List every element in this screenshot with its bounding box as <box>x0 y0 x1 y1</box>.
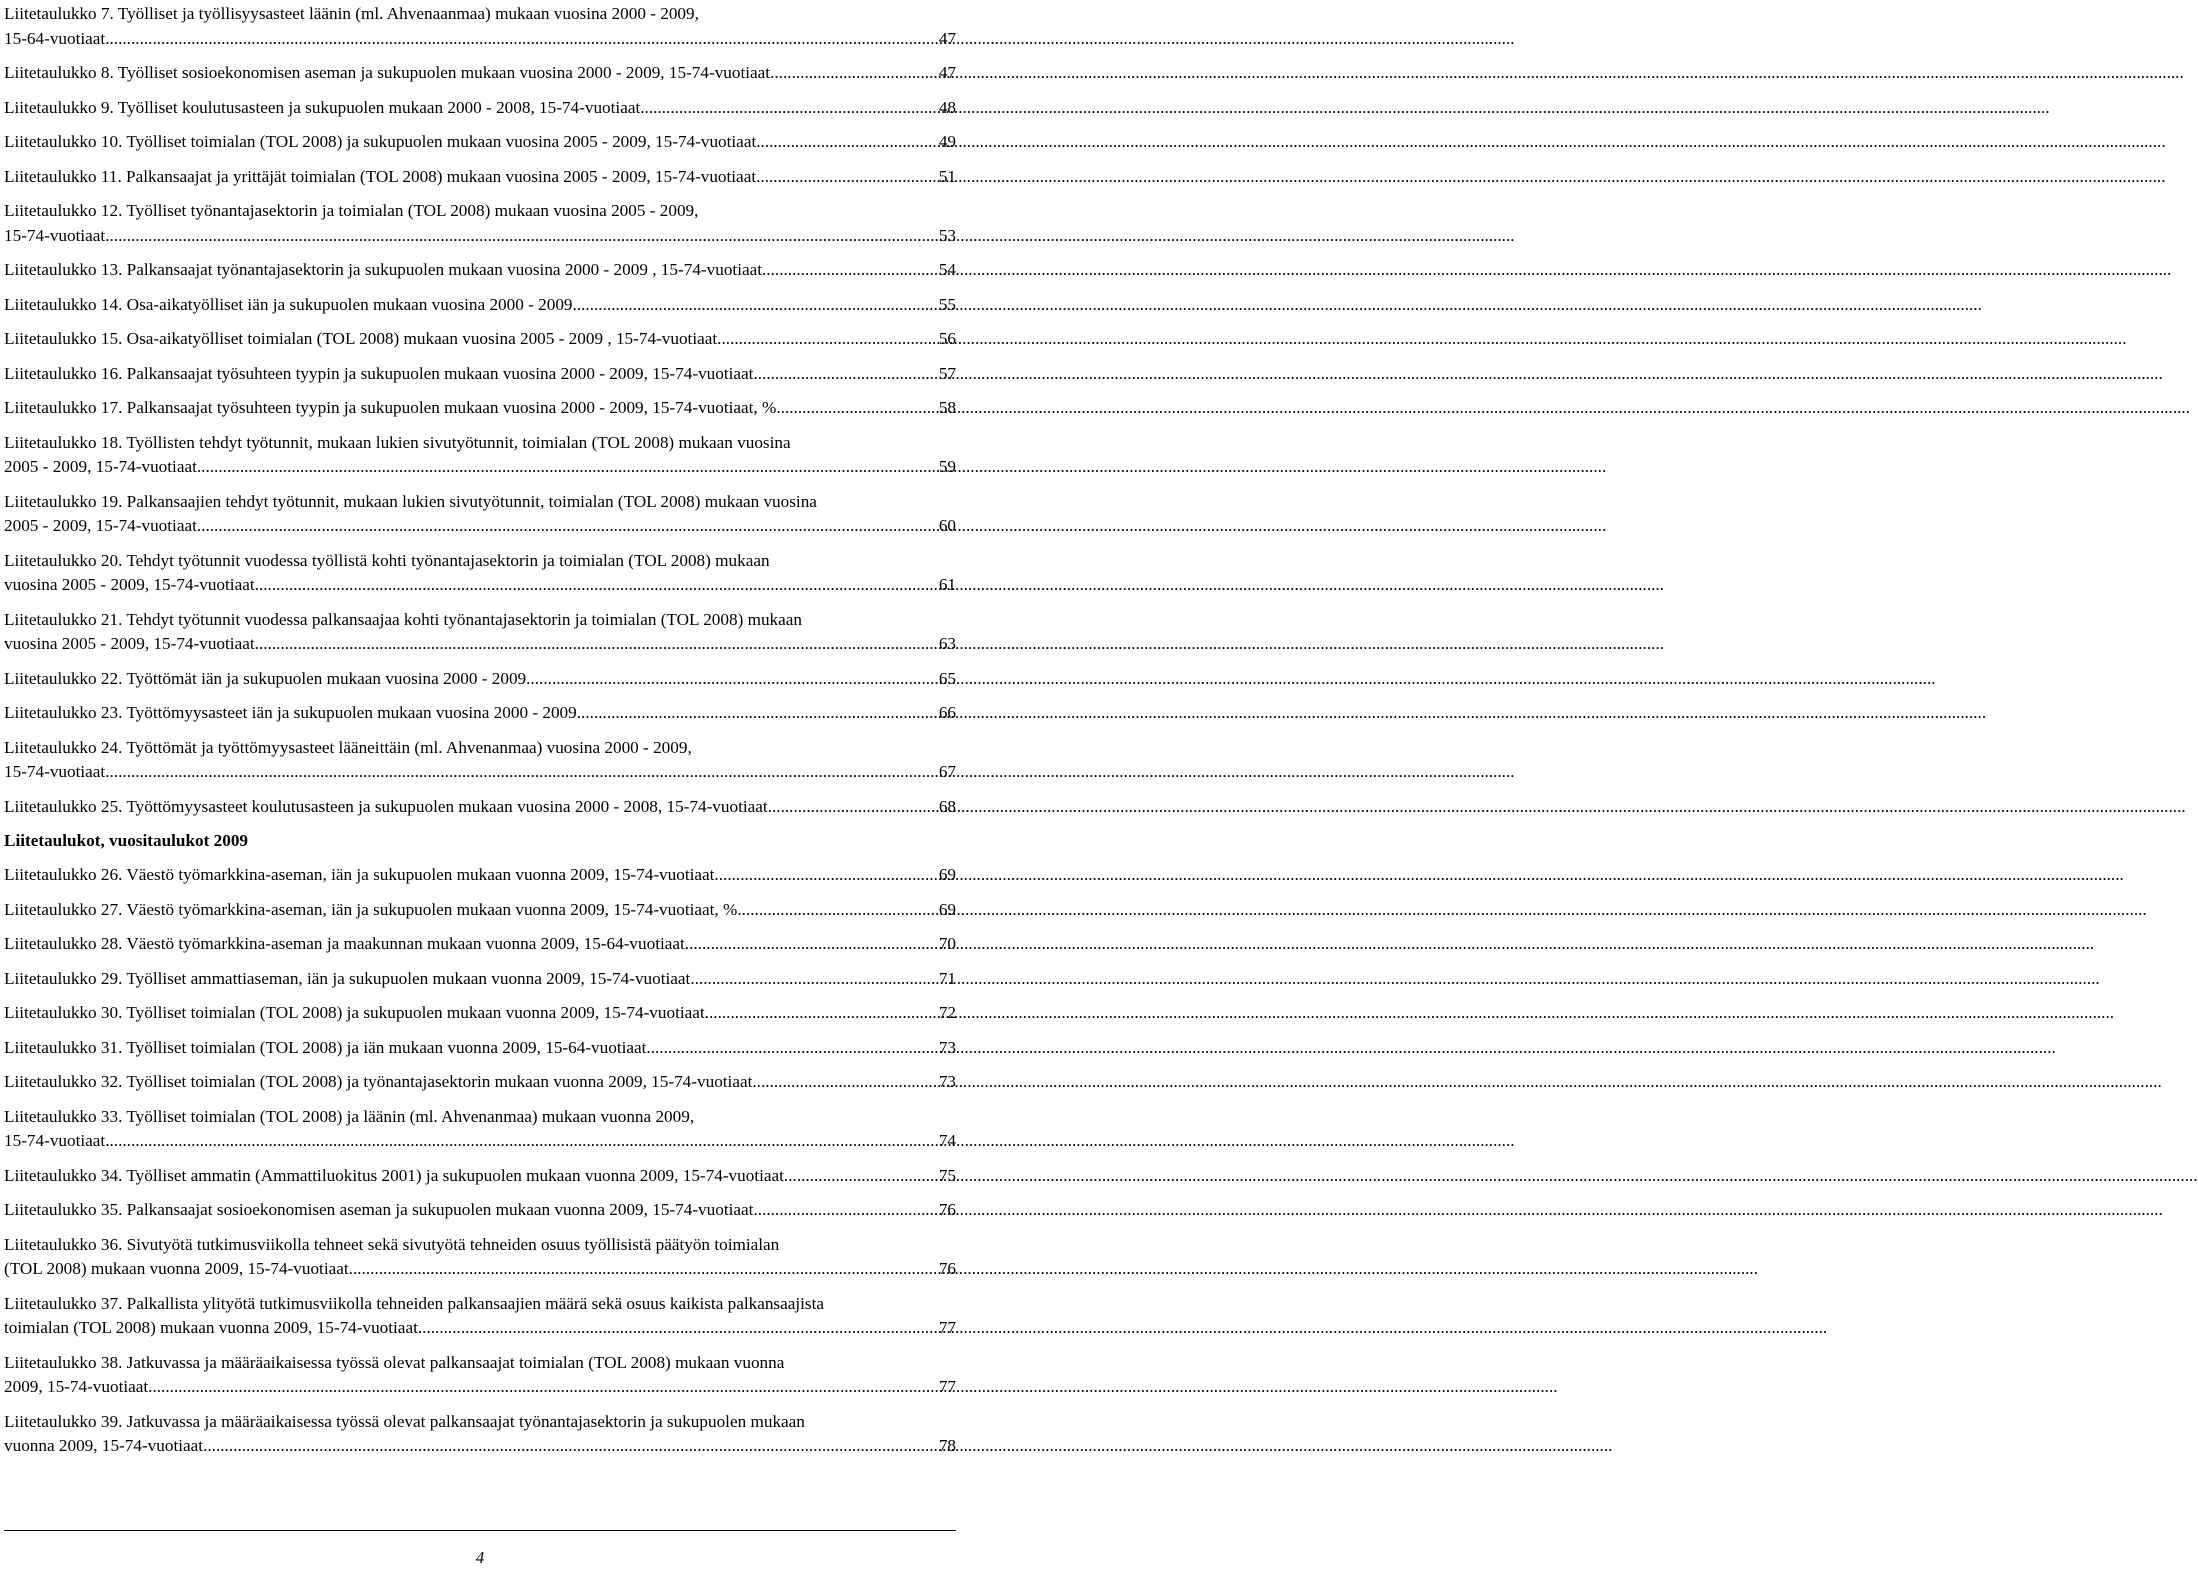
toc-entry-title: Liitetaulukko 11. Palkansaajat ja yrittäjät toimialan (TOL 2008) mukaan vuosina 2005 - 2009, 15-74-vuotiaat <box>4 166 757 186</box>
toc-entry-row <box>4 61 956 86</box>
dot-leader <box>756 130 939 155</box>
toc-page-number: 73 <box>938 1037 956 1057</box>
toc-entry[interactable] <box>4 165 956 190</box>
toc-entry-title: Liitetaulukko 12. Työlliset työnantajasektorin ja toimialan (TOL 2008) mukaan vuosina 2005 - 2009, <box>4 201 699 220</box>
toc-entry-row <box>4 898 956 923</box>
toc-entry-title: vuosina 2005 - 2009, 15-74-vuotiaat <box>4 575 255 594</box>
toc-page-number: 66 <box>938 703 956 722</box>
toc-entry[interactable] <box>4 1351 956 1400</box>
toc-page-number: 47 <box>938 28 956 48</box>
page-number: 4 <box>475 1548 485 1567</box>
toc-entry[interactable] <box>4 736 956 785</box>
toc-entry-row <box>4 760 956 785</box>
toc-entry[interactable] <box>4 1410 956 1459</box>
toc-entry-title: Liitetaulukko 27. Väestö työmarkkina-aseman, iän ja sukupuolen mukaan vuonna 2009, 15-74-vuotiaat, % <box>4 899 738 919</box>
toc-group-annual-tables <box>4 863 956 1459</box>
toc-page-number: 69 <box>938 865 956 884</box>
toc-entry-row <box>4 258 956 283</box>
dot-leader <box>105 224 939 249</box>
toc-page-number: 69 <box>938 899 956 919</box>
toc-page-number: 53 <box>938 225 956 245</box>
toc-page-number: 59 <box>938 457 956 476</box>
toc-entry-row <box>4 1070 956 1095</box>
toc-entry[interactable] <box>4 61 956 86</box>
toc-entry-title: toimialan (TOL 2008) mukaan vuonna 2009, 15-74-vuotiaat <box>4 1318 418 1337</box>
toc-group-yearly-series <box>4 2 956 819</box>
toc-entry-title: Liitetaulukko 15. Osa-aikatyölliset toimialan (TOL 2008) mukaan vuosina 2005 - 2009 , 15-74-vuotiaat <box>4 329 718 348</box>
dot-leader <box>640 96 939 121</box>
dot-leader <box>752 1070 938 1095</box>
toc-entry-title: Liitetaulukko 13. Palkansaajat työnantajasektorin ja sukupuolen mukaan vuosina 2000 - 2009 , 15-74-vuotiaat <box>4 260 762 279</box>
footer-divider <box>4 1530 956 1531</box>
toc-page-number: 77 <box>938 1377 956 1396</box>
toc-entry-title: Liitetaulukko 36. Sivutyötä tutkimusviikolla tehneet sekä sivutyötä tehneiden osuus työllisistä päätyön toimialan <box>4 1234 780 1254</box>
toc-page-number: 49 <box>938 132 956 151</box>
toc-entry[interactable] <box>4 396 956 421</box>
toc-entry-row <box>4 1164 956 1189</box>
toc-page-number: 51 <box>938 166 956 186</box>
toc-entry-row <box>4 1257 956 1282</box>
dot-leader <box>197 514 939 539</box>
toc-entry-row <box>4 224 956 249</box>
dot-leader <box>685 932 939 957</box>
toc-entry[interactable] <box>4 431 956 480</box>
toc-entry-title: Liitetaulukko 20. Tehdyt työtunnit vuodessa työllistä kohti työnantajasektorin ja toimialan (TOL 2008) mukaan <box>4 550 770 570</box>
dot-leader <box>526 667 939 692</box>
toc-entry[interactable] <box>4 701 956 726</box>
toc-entry[interactable] <box>4 1070 956 1095</box>
toc-page-number: 76 <box>938 1200 956 1219</box>
toc-entry-title: Liitetaulukko 19. Palkansaajien tehdyt työtunnit, mukaan lukien sivutyötunnit, toimialan (TOL 2008) mukaan vuosina <box>4 491 817 511</box>
dot-leader <box>646 1036 938 1061</box>
toc-entry-title: Liitetaulukko 34. Työlliset ammatin (Ammattiluokitus 2001) ja sukupuolen mukaan vuonna 2009, 15-74-vuotiaat. <box>4 1165 789 1185</box>
dot-leader <box>781 396 939 421</box>
toc-page-number: 72 <box>938 1003 956 1022</box>
toc-entry-title: vuonna 2009, 15-74-vuotiaat <box>4 1436 204 1455</box>
dot-leader <box>753 362 938 387</box>
toc-entry[interactable] <box>4 327 956 352</box>
toc-entry-title: 15-74-vuotiaat <box>4 225 106 245</box>
toc-entry-row <box>4 1001 956 1026</box>
toc-entry[interactable] <box>4 1105 956 1154</box>
dot-leader <box>774 61 938 86</box>
toc-entry[interactable] <box>4 293 956 318</box>
toc-entry-title: Liitetaulukko 9. Työlliset koulutusasteen ja sukupuolen mukaan 2000 - 2008, 15-74-vuotiaat <box>4 97 641 117</box>
toc-entry[interactable] <box>4 258 956 283</box>
toc-page-number: 77 <box>938 1318 956 1337</box>
dot-leader <box>776 795 939 820</box>
toc-entry[interactable] <box>4 863 956 888</box>
toc-entry-title: Liitetaulukko 30. Työlliset toimialan (TOL 2008) ja sukupuolen mukaan vuonna 2009, 15-74-vuotiaat <box>4 1003 705 1022</box>
toc-page-number: 55 <box>938 294 956 314</box>
toc-entry-row <box>4 514 956 539</box>
toc-entry-title: Liitetaulukko 25. Työttömyysasteet koulutusasteen ja sukupuolen mukaan vuosina 2000 - 2008, 15-74-vuotiaat.. <box>4 796 777 816</box>
toc-entry-row <box>4 632 956 657</box>
toc-page-number: 48 <box>938 97 956 117</box>
toc-entry-row <box>4 165 956 190</box>
toc-entry[interactable] <box>4 1001 956 1026</box>
toc-entry[interactable] <box>4 1036 956 1061</box>
toc-entry[interactable] <box>4 1292 956 1341</box>
toc-entry-title: 15-64-vuotiaat <box>4 28 106 48</box>
toc-page-number: 75 <box>938 1165 956 1185</box>
toc-entry-row <box>4 293 956 318</box>
dot-leader <box>255 632 939 657</box>
toc-entry[interactable] <box>4 667 956 692</box>
toc-entry-row <box>4 932 956 957</box>
toc-entry-row <box>4 701 956 726</box>
toc-entry[interactable] <box>4 1164 956 1189</box>
toc-page-number: 65 <box>938 668 956 688</box>
toc-entry-title: Liitetaulukko 17. Palkansaajat työsuhteen tyypin ja sukupuolen mukaan vuosina 2000 - 2009, 15-74-vuotiaat, %. <box>4 398 781 417</box>
dot-leader <box>418 1316 939 1341</box>
toc-entry-row <box>4 863 956 888</box>
toc-entry-row <box>4 27 956 52</box>
dot-leader <box>105 1129 939 1154</box>
toc-entry-title: 2005 - 2009, 15-74-vuotiaat <box>4 457 197 476</box>
dot-leader <box>148 1375 939 1400</box>
toc-entry-title: Liitetaulukko 32. Työlliset toimialan (TOL 2008) ja työnantajasektorin mukaan vuonna 2009, 15-74-vuotiaat <box>4 1072 753 1091</box>
dot-leader <box>788 1164 939 1189</box>
toc-entry[interactable] <box>4 608 956 657</box>
toc-entry-row <box>4 1198 956 1223</box>
toc-page-number: 68 <box>938 796 956 816</box>
dot-leader <box>756 165 939 190</box>
toc-entry-title: Liitetaulukko 37. Palkallista ylityötä tutkimusviikolla tehneiden palkansaajien määrä sekä osuus kaikista palkansaajista <box>4 1293 825 1313</box>
toc-entry[interactable] <box>4 932 956 957</box>
toc-entry-title: Liitetaulukko 24. Työttömät ja työttömyysasteet lääneittäin (ml. Ahvenanmaa) vuosina 2000 - 2009, <box>4 737 692 757</box>
toc-entry-row <box>4 1316 956 1341</box>
toc-entry-title: 15-74-vuotiaat <box>4 1131 106 1150</box>
dot-leader <box>203 1434 939 1459</box>
toc-page-number: 71 <box>938 968 956 988</box>
toc-entry-title: Liitetaulukko 39. Jatkuvassa ja määräaikaisessa työssä olevat palkansaajat työnantajasektorin ja sukupuolen mukaan <box>4 1411 805 1431</box>
toc-page-number: 67 <box>938 762 956 781</box>
toc-page-number: 58 <box>938 398 956 417</box>
toc-page-number: 74 <box>938 1131 956 1150</box>
dot-leader <box>197 455 939 480</box>
toc-entry-title: Liitetaulukko 33. Työlliset toimialan (TOL 2008) ja läänin (ml. Ahvenanmaa) mukaan vuonna 2009, <box>4 1106 695 1126</box>
dot-leader <box>753 1198 938 1223</box>
dot-leader <box>717 327 939 352</box>
dot-leader <box>577 701 939 726</box>
toc-entry-row <box>4 96 956 121</box>
toc-entry-row <box>4 396 956 421</box>
toc-page-number: 57 <box>938 363 956 383</box>
toc-entry[interactable] <box>4 96 956 121</box>
dot-leader <box>349 1257 939 1282</box>
toc-entry-title: Liitetaulukko 28. Väestö työmarkkina-aseman ja maakunnan mukaan vuonna 2009, 15-64-vuotiaat <box>4 934 685 953</box>
section-heading: Liitetaulukot, vuositaulukot 2009 <box>4 831 249 850</box>
toc-page-number: 73 <box>938 1072 956 1091</box>
toc-entry-row <box>4 327 956 352</box>
toc-entry-title: Liitetaulukko 35. Palkansaajat sosioekonomisen aseman ja sukupuolen mukaan vuonna 2009, 15-74-vuotiaat <box>4 1200 754 1219</box>
toc-page-number: 56 <box>938 329 956 348</box>
dot-leader <box>255 573 939 598</box>
toc-entry[interactable] <box>4 967 956 992</box>
toc-entry[interactable] <box>4 1198 956 1223</box>
toc-page-number: 60 <box>938 516 956 535</box>
toc-page-number: 61 <box>938 575 956 594</box>
toc-entry-row <box>4 667 956 692</box>
toc-page-number: 47 <box>938 63 956 82</box>
toc-entry-title: Liitetaulukko 23. Työttömyysasteet iän ja sukupuolen mukaan vuosina 2000 - 2009 <box>4 703 577 722</box>
toc-entry[interactable] <box>4 549 956 598</box>
toc-entry-row <box>4 1036 956 1061</box>
dot-leader <box>105 27 939 52</box>
dot-leader <box>737 898 938 923</box>
table-of-contents <box>4 2 956 1469</box>
toc-entry[interactable] <box>4 795 956 820</box>
dot-leader <box>714 863 938 888</box>
toc-entry-title: Liitetaulukko 31. Työlliset toimialan (TOL 2008) ja iän mukaan vuonna 2009, 15-64-vuotiaat <box>4 1037 647 1057</box>
dot-leader <box>105 760 939 785</box>
toc-entry-row <box>4 455 956 480</box>
dot-leader <box>690 967 938 992</box>
toc-entry-title: (TOL 2008) mukaan vuonna 2009, 15-74-vuotiaat <box>4 1259 349 1278</box>
toc-entry-row <box>4 573 956 598</box>
toc-entry[interactable] <box>4 2 956 51</box>
toc-entry-title: Liitetaulukko 22. Työttömät iän ja sukupuolen mukaan vuosina 2000 - 2009 <box>4 668 527 688</box>
toc-entry-title: 2005 - 2009, 15-74-vuotiaat <box>4 516 197 535</box>
toc-entry-row <box>4 1375 956 1400</box>
toc-page-number: 63 <box>938 634 956 653</box>
toc-entry-row <box>4 795 956 820</box>
toc-entry-title: Liitetaulukko 26. Väestö työmarkkina-aseman, iän ja sukupuolen mukaan vuonna 2009, 15-74-vuotiaat <box>4 865 715 884</box>
toc-entry[interactable] <box>4 490 956 539</box>
toc-entry[interactable] <box>4 898 956 923</box>
toc-entry-title: Liitetaulukko 16. Palkansaajat työsuhteen tyypin ja sukupuolen mukaan vuosina 2000 - 2009, 15-74-vuotiaat <box>4 363 754 383</box>
toc-entry-title: Liitetaulukko 7. Työlliset ja työllisyysasteet läänin (ml. Ahvenaanmaa) mukaan vuosina 2000 - 2009, <box>4 4 699 23</box>
toc-page-number: 70 <box>938 934 956 953</box>
toc-page-number: 78 <box>938 1436 956 1455</box>
toc-entry-row <box>4 362 956 387</box>
toc-entry[interactable] <box>4 199 956 248</box>
toc-entry-title: 15-74-vuotiaat <box>4 762 106 781</box>
toc-entry-title: Liitetaulukko 21. Tehdyt työtunnit vuodessa palkansaajaa kohti työnantajasektorin ja toimialan (TOL 2008) mukaan <box>4 609 802 629</box>
toc-entry[interactable] <box>4 1233 956 1282</box>
dot-leader <box>762 258 939 283</box>
toc-entry-row <box>4 1129 956 1154</box>
toc-page-number: 54 <box>938 260 956 279</box>
toc-entry-row <box>4 130 956 155</box>
toc-entry[interactable] <box>4 362 956 387</box>
toc-entry-title: Liitetaulukko 38. Jatkuvassa ja määräaikaisessa työssä olevat palkansaajat toimialan (TOL 2008) mukaan vuonna <box>4 1352 785 1372</box>
toc-entry-row <box>4 1434 956 1459</box>
toc-entry-title: Liitetaulukko 29. Työlliset ammattiaseman, iän ja sukupuolen mukaan vuonna 2009, 15-74-vuotiaat <box>4 968 691 988</box>
toc-entry-title: Liitetaulukko 8. Työlliset sosioekonomisen aseman ja sukupuolen mukaan vuosina 2000 - 2009, 15-74-vuotiaat. <box>4 63 775 82</box>
toc-entry-title: 2009, 15-74-vuotiaat <box>4 1377 149 1396</box>
toc-entry-title: Liitetaulukko 10. Työlliset toimialan (TOL 2008) ja sukupuolen mukaan vuosina 2005 - 2009, 15-74-vuotiaat <box>4 132 757 151</box>
toc-entry-row <box>4 967 956 992</box>
toc-page-number: 76 <box>938 1259 956 1278</box>
toc-entry[interactable] <box>4 130 956 155</box>
toc-entry-title: vuosina 2005 - 2009, 15-74-vuotiaat <box>4 634 255 653</box>
toc-entry-title: Liitetaulukko 14. Osa-aikatyölliset iän ja sukupuolen mukaan vuosina 2000 - 2009 <box>4 294 573 314</box>
dot-leader <box>573 293 939 318</box>
dot-leader <box>705 1001 939 1026</box>
toc-entry-title: Liitetaulukko 18. Työllisten tehdyt työtunnit, mukaan lukien sivutyötunnit, toimialan (TOL 2008) mukaan vuosina <box>4 432 791 452</box>
